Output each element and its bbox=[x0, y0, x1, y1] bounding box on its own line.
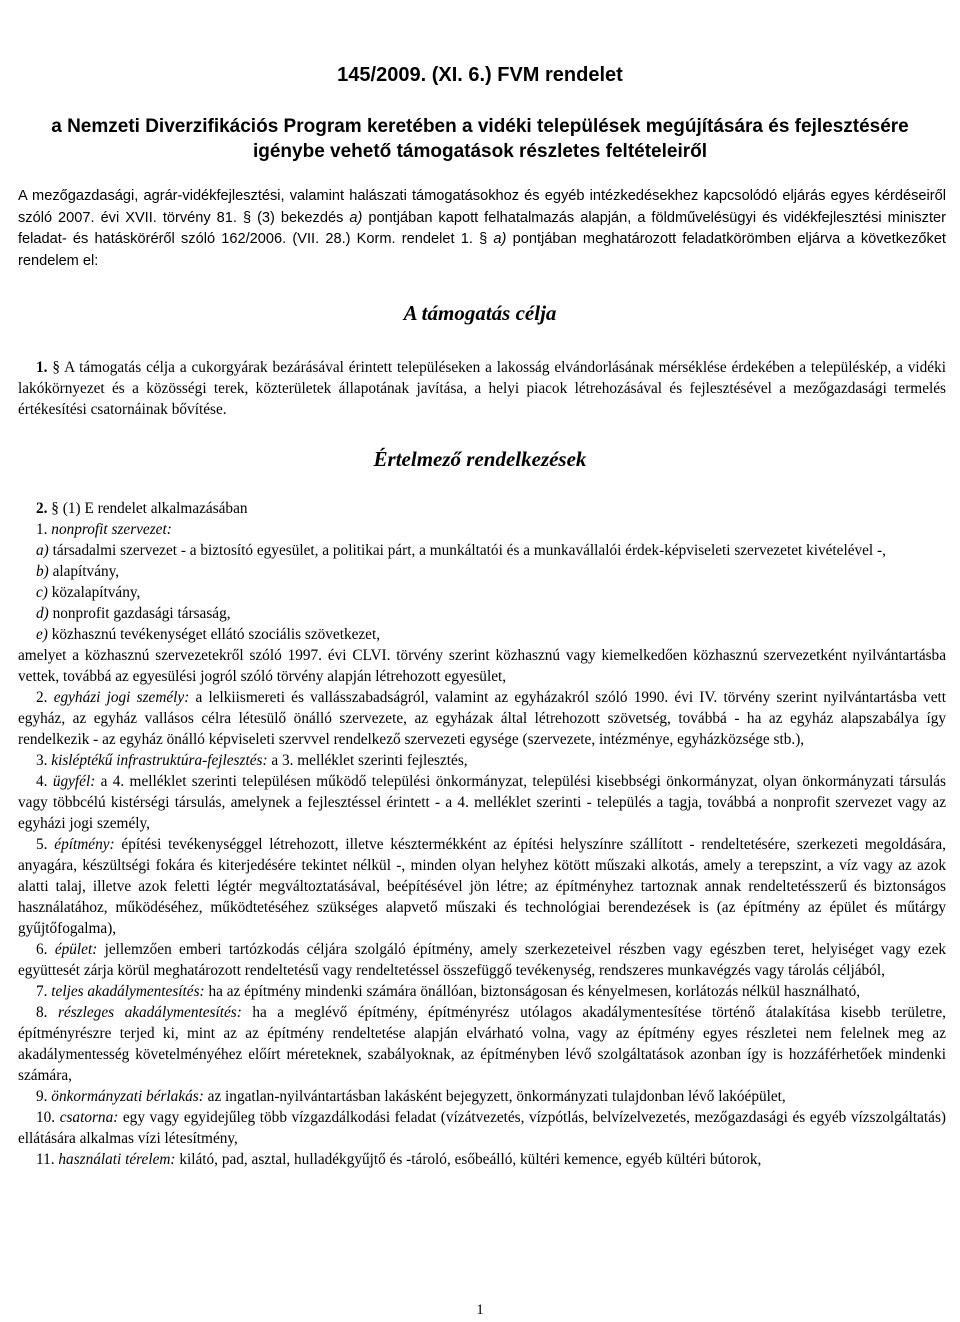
definition-11-term: használati térelem: bbox=[58, 1151, 176, 1168]
definition-5-text: építési tevékenységgel létrehozott, illetve késztermékként az építési helyszínre szállított - rendeltetésére, szerkezeti megoldására, anyagára, készültségi fokára és kiterjedésére tekintet nélkül -, minden olyan helyhez kötött műszaki alkotás, amely a terepszint, a víz vagy az azok alatti talaj, illetve azok feletti légtér megváltoztatásával, beépítésével jön létre; az építményhez tartoznak annak rendeltetésszerű és biztonságos használatához, működéséhez, működtetéséhez szükséges alapvető műszaki és technológiai berendezések is (az építmény az épület és műtárgy gyűjtőfogalma), bbox=[18, 836, 947, 937]
definition-7 bbox=[18, 981, 946, 1002]
definition-2 bbox=[18, 687, 946, 750]
definition-6-text: jellemzően emberi tartózkodás céljára szolgáló építmény, amely szerkezeteivel részben vagy egészben teret, helyiséget vagy ezek együttesét zárja körül meghatározott rendeltetésű vagy rendeltetéssel összefüggő tevékenység, rendszeres munkavégzés vagy tárolás céljából, bbox=[18, 941, 947, 979]
preamble bbox=[18, 186, 946, 272]
definition-2-number: 2. bbox=[36, 689, 54, 706]
preamble-text-1: A mezőgazdasági, agrár-vidékfejlesztési, valamint halászati támogatásokhoz és egyéb intézkedésekhez kapcsolódó eljárás egyes kérdéseiről szóló 2007. évi XVII. törvény 81. § (3) bekezdés bbox=[18, 188, 946, 226]
preamble-text-2: pontjában kapott felhatalmazás alapján, a földművelésügyi és vidékfejlesztési miniszter feladat- és hatásköréről szóló 162/2006. (VII. 28.) Korm. rendelet 1. § bbox=[18, 209, 946, 247]
definition-4-term: ügyfél: bbox=[52, 773, 96, 790]
definition-9-number: 9. bbox=[36, 1088, 52, 1105]
item-a-text: társadalmi szervezet - a biztosító egyesület, a politikai párt, a munkáltatói és a munkavállalói érdek-képviseleti szervezetet kivételével -, bbox=[48, 542, 886, 559]
definition-2-text: a lelkiismereti és vallásszabadságról, valamint az egyházakról szóló 1990. évi IV. törvény szerint nyilvántartásba vett egyház, az egyház vallásos célra létesülő önálló szervezete, az egyházak által létrehozott szövetség, továbbá - ha az egyház alapszabálya így rendelkezik - az egyház önálló képviseleti szervvel rendelkező szervezeti egysége (szervezete, intézménye, egyházközsége stb.), bbox=[18, 689, 946, 748]
definition-10-text: egy vagy egyidejűleg több vízgazdálkodási feladat (vízátvezetés, vízpótlás, belvízelvezetés, mezőgazdasági és egyéb vízszolgáltatás) ellátására alkalmas vízi létesítmény, bbox=[18, 1109, 946, 1147]
preamble-text-3: pontjában meghatározott feladatkörömben eljárva a következőket rendelem el: bbox=[18, 231, 946, 269]
definition-1-item-e bbox=[18, 624, 946, 645]
definition-3 bbox=[18, 750, 946, 771]
definition-10-number: 10. bbox=[36, 1109, 60, 1126]
item-e-letter: e) bbox=[36, 626, 48, 643]
paragraph-1-number: 1. bbox=[36, 359, 48, 376]
item-c-letter: c) bbox=[36, 584, 48, 601]
section-heading-purpose: A támogatás célja bbox=[403, 301, 557, 325]
section-1 bbox=[18, 357, 946, 420]
definition-3-text: a 3. melléklet szerinti fejlesztés, bbox=[267, 752, 468, 769]
document-title: 145/2009. (XI. 6.) FVM rendelet bbox=[337, 64, 623, 86]
definition-1-item-a bbox=[18, 540, 946, 561]
definition-8-term: részleges akadálymentesítés: bbox=[57, 1004, 242, 1021]
preamble-point-a1: a) bbox=[349, 209, 363, 226]
definition-11-text: kilátó, pad, asztal, hulladékgyűjtő és -tároló, esőbeálló, kültéri kemence, egyéb kültéri bútorok, bbox=[175, 1151, 762, 1168]
item-c-text: közalapítvány, bbox=[47, 584, 141, 601]
definition-8 bbox=[18, 1002, 946, 1086]
definition-8-number: 8. bbox=[36, 1004, 58, 1021]
paragraph-2-number: 2. bbox=[36, 500, 48, 517]
definition-10 bbox=[18, 1107, 946, 1149]
definition-6-term: épület: bbox=[54, 941, 98, 958]
definition-5-number: 5. bbox=[36, 836, 55, 853]
definition-5-term: építmény: bbox=[54, 836, 115, 853]
item-d-text: nonprofit gazdasági társaság, bbox=[48, 605, 231, 622]
preamble-point-a2: a) bbox=[493, 231, 507, 247]
definition-7-term: teljes akadálymentesítés: bbox=[51, 983, 205, 1000]
item-a-letter: a) bbox=[36, 542, 49, 559]
definition-4-number: 4. bbox=[36, 773, 53, 790]
item-e-text: közhasznú tevékenységet ellátó szociális szövetkezet, bbox=[47, 626, 381, 643]
section-heading-definitions: Értelmező rendelkezések bbox=[373, 447, 587, 471]
definition-5 bbox=[18, 834, 946, 939]
definition-9-term: önkormányzati bérlakás: bbox=[51, 1088, 204, 1105]
definition-10-term: csatorna: bbox=[59, 1109, 119, 1126]
definition-2-term: egyházi jogi személy: bbox=[53, 689, 190, 706]
definition-1-number: 1. bbox=[36, 521, 52, 538]
section-2 bbox=[18, 498, 946, 1170]
definition-1-term: nonprofit szervezet: bbox=[51, 521, 172, 538]
definition-1-item-b bbox=[18, 561, 946, 582]
definition-3-term: kisléptékű infrastruktúra-fejlesztés: bbox=[51, 752, 268, 769]
definition-9 bbox=[18, 1086, 946, 1107]
paragraph-1-text: § A támogatás célja a cukorgyárak bezárásával érintett településeken a lakosság elvándorlásának mérséklése érdekében a településkép, a vidéki lakókörnyezet és a közösségi terek, közterületek állapotának javítása, a helyi piacok létrehozásával és fejlesztésével a mezőgazdasági termelés értékesítési csatornáinak bővítése. bbox=[18, 359, 946, 418]
paragraph-1 bbox=[18, 357, 946, 420]
definition-1-item-c bbox=[18, 582, 946, 603]
definition-8-text: ha a meglévő építmény, építményrész utólagos akadálymentesítése történő átalakítása kisebb területre, építményrészre terjed ki, mint az az építmény rendeltetése alapján elvárható volna, vagy az építmény egyes részletei nem felelnek meg az akadálymentesség követelményéhez előírt méreteknek, szabályoknak, az építményben lévő szolgáltatások azonban így is hozzáférhetőek mindenki számára, bbox=[18, 1004, 946, 1084]
definition-1-item-d bbox=[18, 603, 946, 624]
definition-7-text: ha az építmény mindenki számára önállóan, biztonságosan és kényelmesen, korlátozás nélkül használható, bbox=[204, 983, 861, 1000]
definition-9-text: az ingatlan-nyilvántartásban lakásként bejegyzett, önkormányzati tulajdonban lévő lakóépület, bbox=[203, 1088, 786, 1105]
item-b-letter: b) bbox=[36, 563, 49, 580]
document-subtitle-line2: igénybe vehető támogatások részletes feltételeiről bbox=[252, 141, 708, 162]
document-subtitle-line1: a Nemzeti Diverzifikációs Program keretében a vidéki települések megújítására és fejlesztésére bbox=[51, 116, 909, 137]
paragraph-2-text: § (1) E rendelet alkalmazásában bbox=[47, 500, 248, 517]
definition-1 bbox=[18, 519, 946, 540]
definition-11-number: 11. bbox=[36, 1151, 59, 1168]
page-number: 1 bbox=[476, 1302, 484, 1318]
definition-11 bbox=[18, 1149, 946, 1170]
definition-4 bbox=[18, 771, 946, 834]
definition-6-number: 6. bbox=[36, 941, 55, 958]
definition-3-number: 3. bbox=[36, 752, 52, 769]
item-d-letter: d) bbox=[36, 605, 49, 622]
definition-1-tail: amelyet a közhasznú szervezetekről szóló 1997. évi CLVI. törvény szerint közhasznú vagy kiemelkedően közhasznú szervezetként nyilvántartásba vettek, továbbá az egyesülési jogról szóló törvény alapján létrehozott egyesület, bbox=[18, 647, 946, 685]
definition-7-number: 7. bbox=[36, 983, 52, 1000]
item-b-text: alapítvány, bbox=[48, 563, 120, 580]
paragraph-2 bbox=[18, 498, 946, 519]
definition-6 bbox=[18, 939, 946, 981]
definition-4-text: a 4. melléklet szerinti településen működő települési önkormányzat, települési kisebbségi önkormányzat, olyan önkormányzati társulás vagy többcélú kistérségi társulás, amelynek a fejlesztéssel érintett - a 4. melléklet szerinti - település a tagja, továbbá a nonprofit szervezet vagy az egyházi jogi személy, bbox=[18, 773, 947, 832]
